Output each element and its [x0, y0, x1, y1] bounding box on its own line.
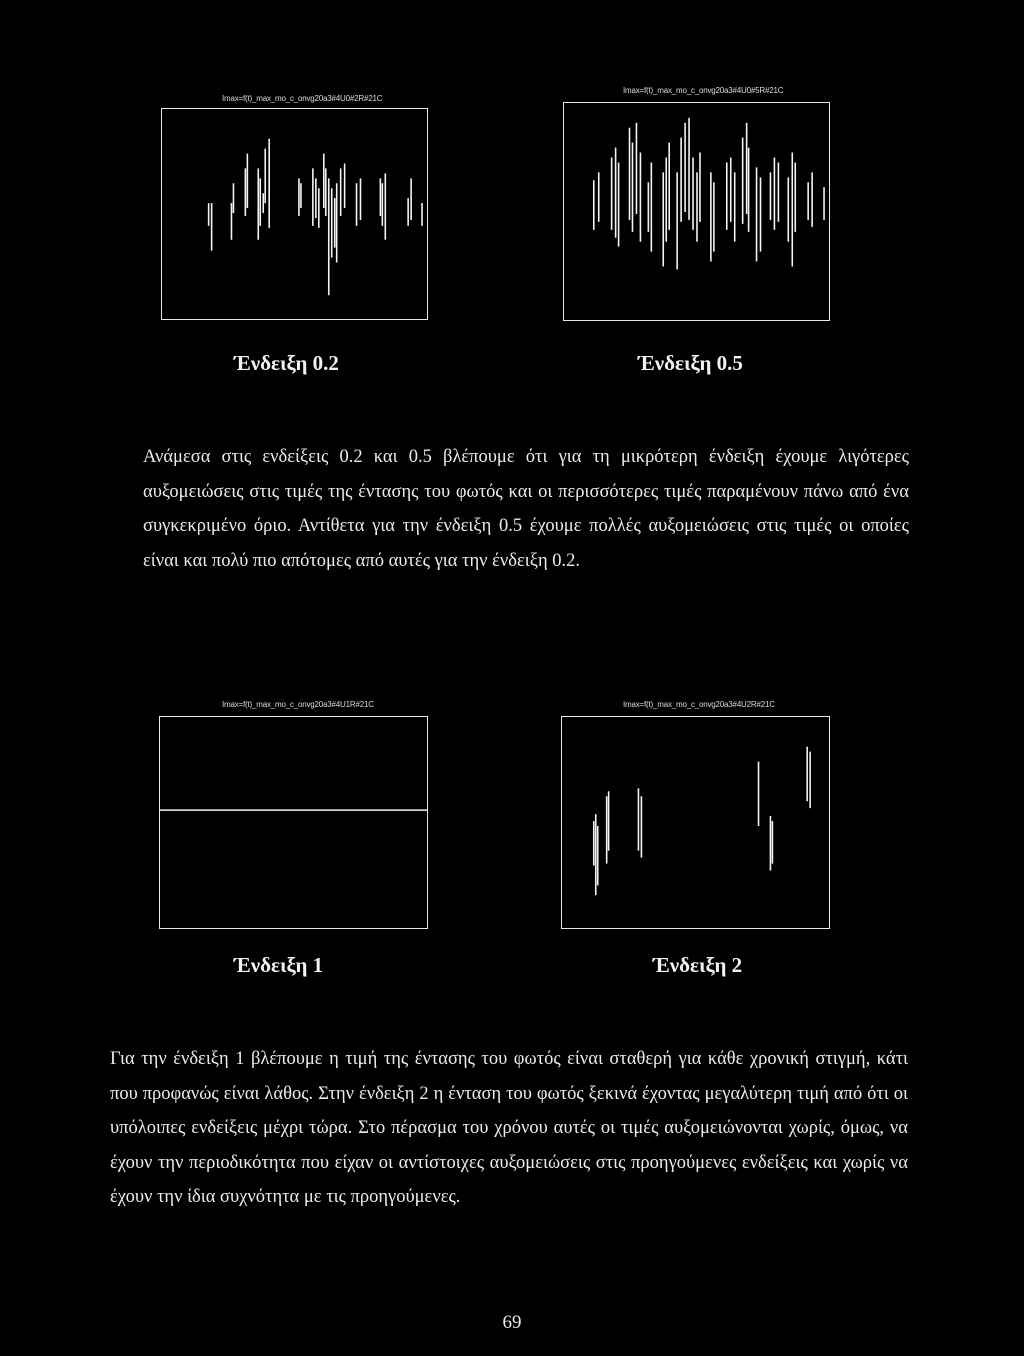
figure-2-trace	[564, 103, 829, 320]
figure-2-title: Imax=f(t)_max_mo_c_onvg20a3#4U0#5R#21C	[623, 86, 784, 95]
figure-2-caption: Ένδειξη 0.5	[638, 351, 743, 375]
figure-4-caption: Ένδειξη 2	[653, 953, 743, 977]
figure-1-title: Imax=f(t)_max_mo_c_onvg20a3#4U0#2R#21C	[222, 94, 383, 103]
figure-1-plot	[161, 108, 428, 320]
figure-3-title: Imax=f(t)_max_mo_c_onvg20a3#4U1R#21C	[222, 700, 374, 709]
figure-1-caption: Ένδειξη 0.2	[234, 351, 339, 375]
figure-1-trace	[162, 109, 427, 319]
figure-4-title: Imax=f(t)_max_mo_c_onvg20a3#4U2R#21C	[623, 700, 775, 709]
figure-3-trace	[160, 717, 427, 928]
page-number: 69	[502, 1312, 522, 1333]
figure-3-plot	[159, 716, 428, 929]
figure-4-plot	[561, 716, 830, 929]
figure-4-trace	[562, 717, 829, 928]
figure-2-plot	[563, 102, 830, 321]
paragraph-1: Ανάμεσα στις ενδείξεις 0.2 και 0.5 βλέπουμε ότι για τη μικρότερη ένδειξη έχουμε λιγότερες αυξομειώσεις στις τιμές της έντασης του φωτός και οι περισσότερες τιμές παραμένουν πάνω από ένα συγκεκριμένο όριο. Αντίθετα για την ένδειξη 0.5 έχουμε πολλές αυξομειώσεις στις τιμές οι οποίες είναι και πολύ πιο απότομες από αυτές για την ένδειξη 0.2.	[143, 447, 909, 571]
paragraph-2: Για την ένδειξη 1 βλέπουμε η τιμή της έντασης του φωτός είναι σταθερή για κάθε χρονική στιγμή, κάτι που προφανώς είναι λάθος. Στην ένδειξη 2 η ένταση του φωτός ξεκινά έχοντας μεγαλύτερη τιμή από ότι οι υπόλοιπες ενδείξεις μέχρι τώρα. Στο πέρασμα του χρόνου αυτές οι τιμές αυξομειώνονται χωρίς, όμως, να έχουν την περιοδικότητα που είχαν οι αντίστοιχες αυξομειώσεις στις προηγούμενες ενδείξεις και χωρίς να έχουν την ίδια συχνότητα με τις προηγούμενες.	[110, 1049, 908, 1207]
figure-3-caption: Ένδειξη 1	[234, 953, 324, 977]
